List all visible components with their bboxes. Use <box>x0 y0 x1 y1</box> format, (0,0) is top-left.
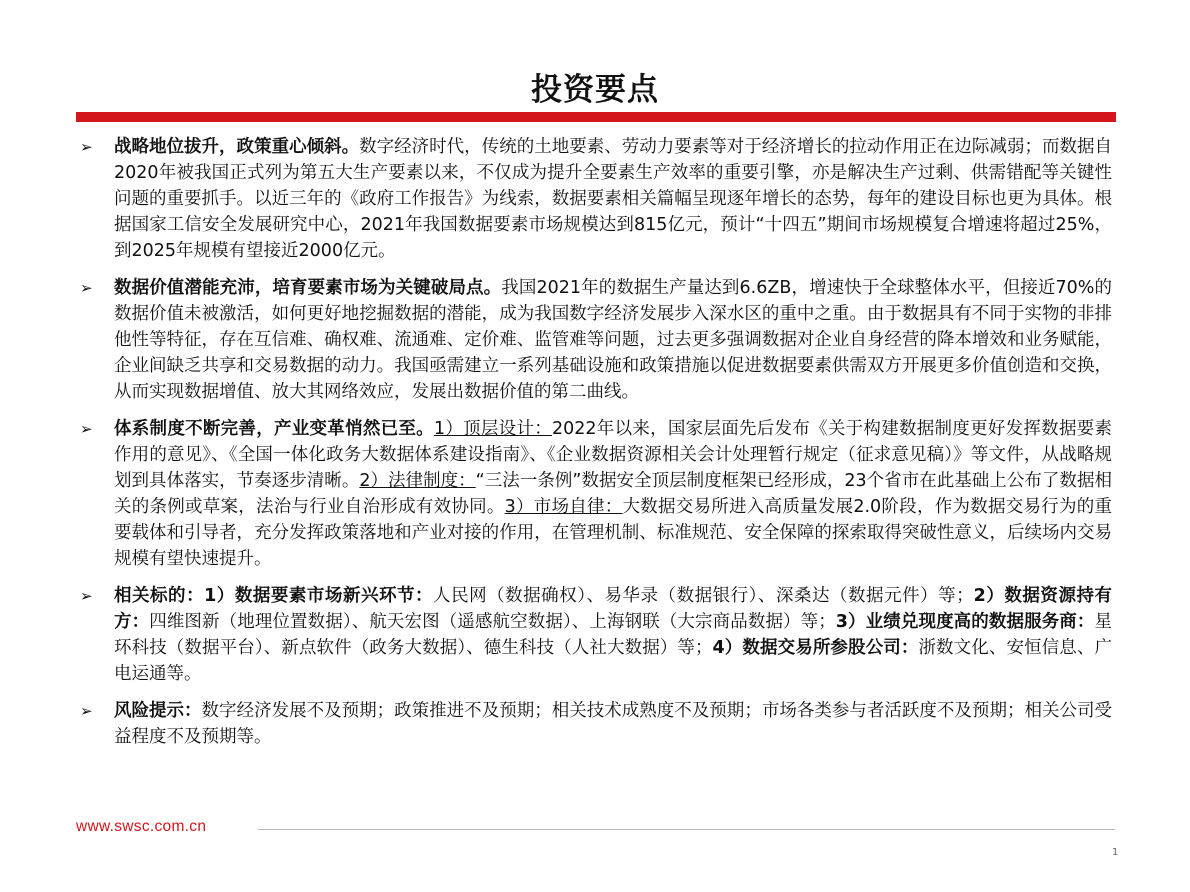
item-body: 浙数文化、安恒信息、广电运通等。 <box>114 638 1112 684</box>
item-body: 数字经济发展不及预期；政策推进不及预期；相关技术成熟度不及预期；市场各类参与者活跃度不及预期；相关公司受益程度不及预期等。 <box>114 701 1112 747</box>
list-item-text <box>114 698 1112 750</box>
item-body: 2022年以来，国家层面先后发布《关于构建数据制度更好发挥数据要素作用的意见》、《全国一体化政务大数据体系建设指南》、《企业数据资源相关会计处理暂行规定（征求意见稿）》等文件，从战略规划到具体落实，节奏逐步清晰。 <box>114 419 1112 491</box>
item-body: 大数据交易所进入高质量发展2.0阶段，作为数据交易行为的重要载体和引导者，充分发挥政策落地和产业对接的作用，在管理机制、标准规范、安全保障的探索取得突破性意义，后续场内交易规模有望快速提升。 <box>114 497 1112 569</box>
subheading-legal-system: 2）法律制度： <box>359 471 476 491</box>
arrow-bullet-icon: ➢ <box>80 587 93 605</box>
page-number: 1 <box>1112 847 1119 858</box>
item-subheading: 3）业绩兑现度高的数据服务商： <box>835 612 1095 632</box>
list-item-text <box>114 583 1112 687</box>
item-subheading: 2）数据资源持有方： <box>114 586 1112 632</box>
item-heading: 数据价值潜能充沛，培育要素市场为关键破局点。 <box>114 278 502 298</box>
item-subheading: 4）数据交易所参股公司： <box>712 638 919 658</box>
item-heading: 战略地位拔升，政策重心倾斜。 <box>114 137 360 157</box>
item-heading: 风险提示： <box>114 701 202 721</box>
item-body: “三法一条例”数据安全顶层制度框架已经形成，23个省市在此基础上公布了数据相关的条例或草案，法治与行业自治形成有效协同。 <box>114 471 1112 517</box>
list-item-text <box>114 416 1112 572</box>
list-item <box>76 698 1112 750</box>
item-heading: 体系制度不断完善，产业变革悄然已至。 <box>114 419 434 439</box>
footer-website-link[interactable]: www.swsc.com.cn <box>76 818 207 835</box>
key-points-list <box>76 134 1112 761</box>
arrow-bullet-icon: ➢ <box>80 702 93 720</box>
list-item-text <box>114 134 1112 264</box>
subheading-top-level-design: 1）顶层设计： <box>433 419 552 439</box>
title-red-bar <box>76 112 1116 122</box>
item-body: 人民网（数据确权）、易华录（数据银行）、深桑达（数据元件）等； <box>433 586 974 606</box>
item-body: 四维图新（地理位置数据）、航天宏图（遥感航空数据）、上海钢联（大宗商品数据）等； <box>149 612 836 632</box>
arrow-bullet-icon: ➢ <box>80 420 93 438</box>
list-item <box>76 583 1112 687</box>
arrow-bullet-icon: ➢ <box>80 279 93 297</box>
item-body: 星环科技（数据平台）、新点软件（政务大数据）、德生科技（人社大数据）等； <box>114 612 1112 658</box>
list-item-text <box>114 275 1112 405</box>
subheading-market-self-discipline: 3）市场自律： <box>504 497 623 517</box>
list-item <box>76 275 1112 405</box>
item-body: 数字经济时代，传统的土地要素、劳动力要素等对于经济增长的拉动作用正在边际减弱；而数据自2020年被我国正式列为第五大生产要素以来，不仅成为提升全要素生产效率的重要引擎，亦是解决生产过剩、供需错配等关键性问题的重要抓手。以近三年的《政府工作报告》为线索，数据要素相关篇幅呈现逐年增长的态势，每年的建设目标也更为具体。根据国家工信安全发展研究中心，2021年我国数据要素市场规模达到815亿元，预计“十四五”期间市场规模复合增速将超过25%，到2025年规模有望接近2000亿元。 <box>114 137 1112 261</box>
list-item <box>76 416 1112 572</box>
item-body: 我国2021年的数据生产量达到6.6ZB，增速快于全球整体水平，但接近70%的数据价值未被激活，如何更好地挖掘数据的潜能，成为我国数字经济发展步入深水区的重中之重。由于数据具有不同于实物的非排他性等特征，存在互信难、确权难、流通难、定价难、监管难等问题，过去更多强调数据对企业自身经营的降本增效和业务赋能，企业间缺乏共享和交易数据的动力。我国亟需建立一系列基础设施和政策措施以促进数据要素供需双方开展更多价值创造和交换，从而实现数据增值、放大其网络效应，发展出数据价值的第二曲线。 <box>114 278 1112 402</box>
list-item <box>76 134 1112 264</box>
item-heading: 相关标的：1）数据要素市场新兴环节： <box>114 586 434 606</box>
arrow-bullet-icon: ➢ <box>80 138 93 156</box>
footer-divider <box>258 829 1115 830</box>
page-title: 投资要点 <box>531 72 659 108</box>
